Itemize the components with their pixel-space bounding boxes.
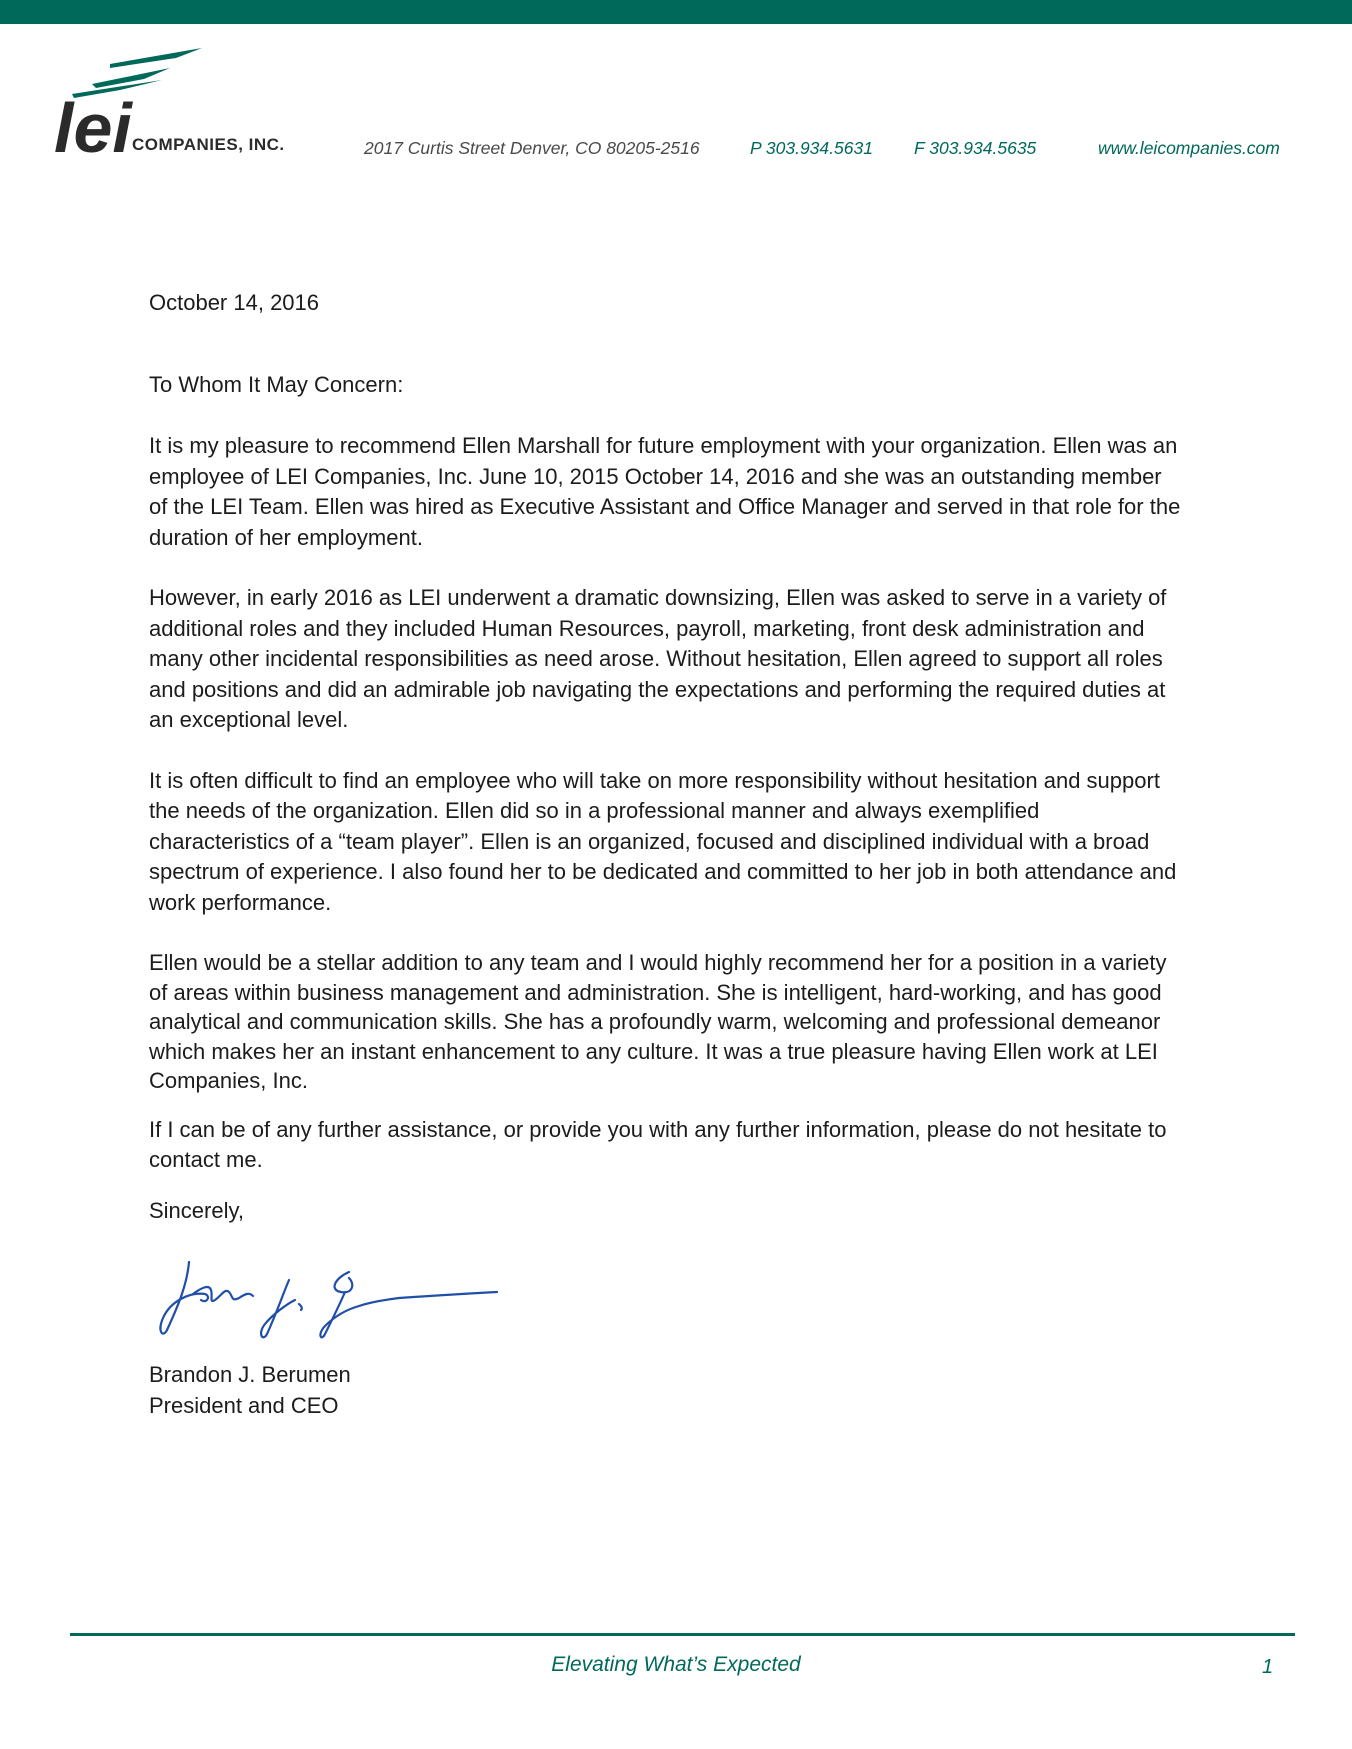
footer-divider — [70, 1633, 1295, 1636]
letter-paragraph: It is often difficult to find an employee who will take on more responsibility without hesitation and support the needs of the organization. Ellen did so in a professional manner and always exemplified characteristics of a “team player”. Ellen is an organized, focused and disciplined individual with a broad spectrum of experience. I also found her to be dedicated and committed to her job in both attendance and work performance. — [149, 767, 1177, 915]
top-brand-bar — [0, 0, 1352, 24]
logo-bolt-upper — [110, 48, 202, 68]
footer-tagline: Elevating What’s Expected — [551, 1653, 801, 1676]
letter-paragraph: However, in early 2016 as LEI underwent a dramatic downsizing, Ellen was asked to serve in a variety of additional roles and they included Human Resources, payroll, marketing, front desk administration and many other incidental responsibilities as need arose. Without hesitation, Ellen agreed to support all roles and positions and did an admirable job navigating the expectations and performing the required duties at an exceptional level. — [149, 585, 1167, 732]
header-contact-line — [0, 138, 1352, 168]
signature-image — [149, 1234, 509, 1346]
signer-name: Brandon J. Berumen — [149, 1362, 351, 1387]
letter-body — [149, 288, 1184, 1421]
logo-wordmark: lei — [54, 89, 132, 164]
logo-company-suffix: COMPANIES, INC. — [132, 135, 285, 154]
letter-paragraph: Ellen would be a stellar addition to any team and I would highly recommend her for a position in a variety of areas within business management and administration. She is intelligent, hard-working, and has good analytical and communication skills. She has a profoundly warm, welcoming and professional demeanor which makes her an instant enhancement to any culture. It was a true pleasure having Ellen work at LEI Companies, Inc. — [149, 950, 1167, 1093]
company-address: 2017 Curtis Street Denver, CO 80205-2516 — [364, 138, 700, 158]
company-phone: P 303.934.5631 — [750, 138, 873, 158]
company-website-link[interactable]: www.leicompanies.com — [1098, 138, 1280, 158]
letter-paragraph: If I can be of any further assistance, or provide you with any further information, please do not hesitate to contact me. — [149, 1116, 1167, 1172]
letter-closing: Sincerely, — [149, 1197, 244, 1223]
signer-title: President and CEO — [149, 1392, 339, 1418]
letter-paragraph: It is my pleasure to recommend Ellen Marshall for future employment with your organization. Ellen was an employee of LEI Companies, Inc. June 10, 2015 October 14, 2016 and she was an outstanding member of the LEI Team. Ellen was hired as Executive Assistant and Office Manager and served in that role for the duration of her employment. — [149, 433, 1181, 550]
letter-salutation: To Whom It May Concern: — [149, 371, 404, 397]
company-fax: F 303.934.5635 — [914, 138, 1037, 158]
letter-date: October 14, 2016 — [149, 290, 320, 315]
page-number: 1 — [1262, 1656, 1274, 1678]
